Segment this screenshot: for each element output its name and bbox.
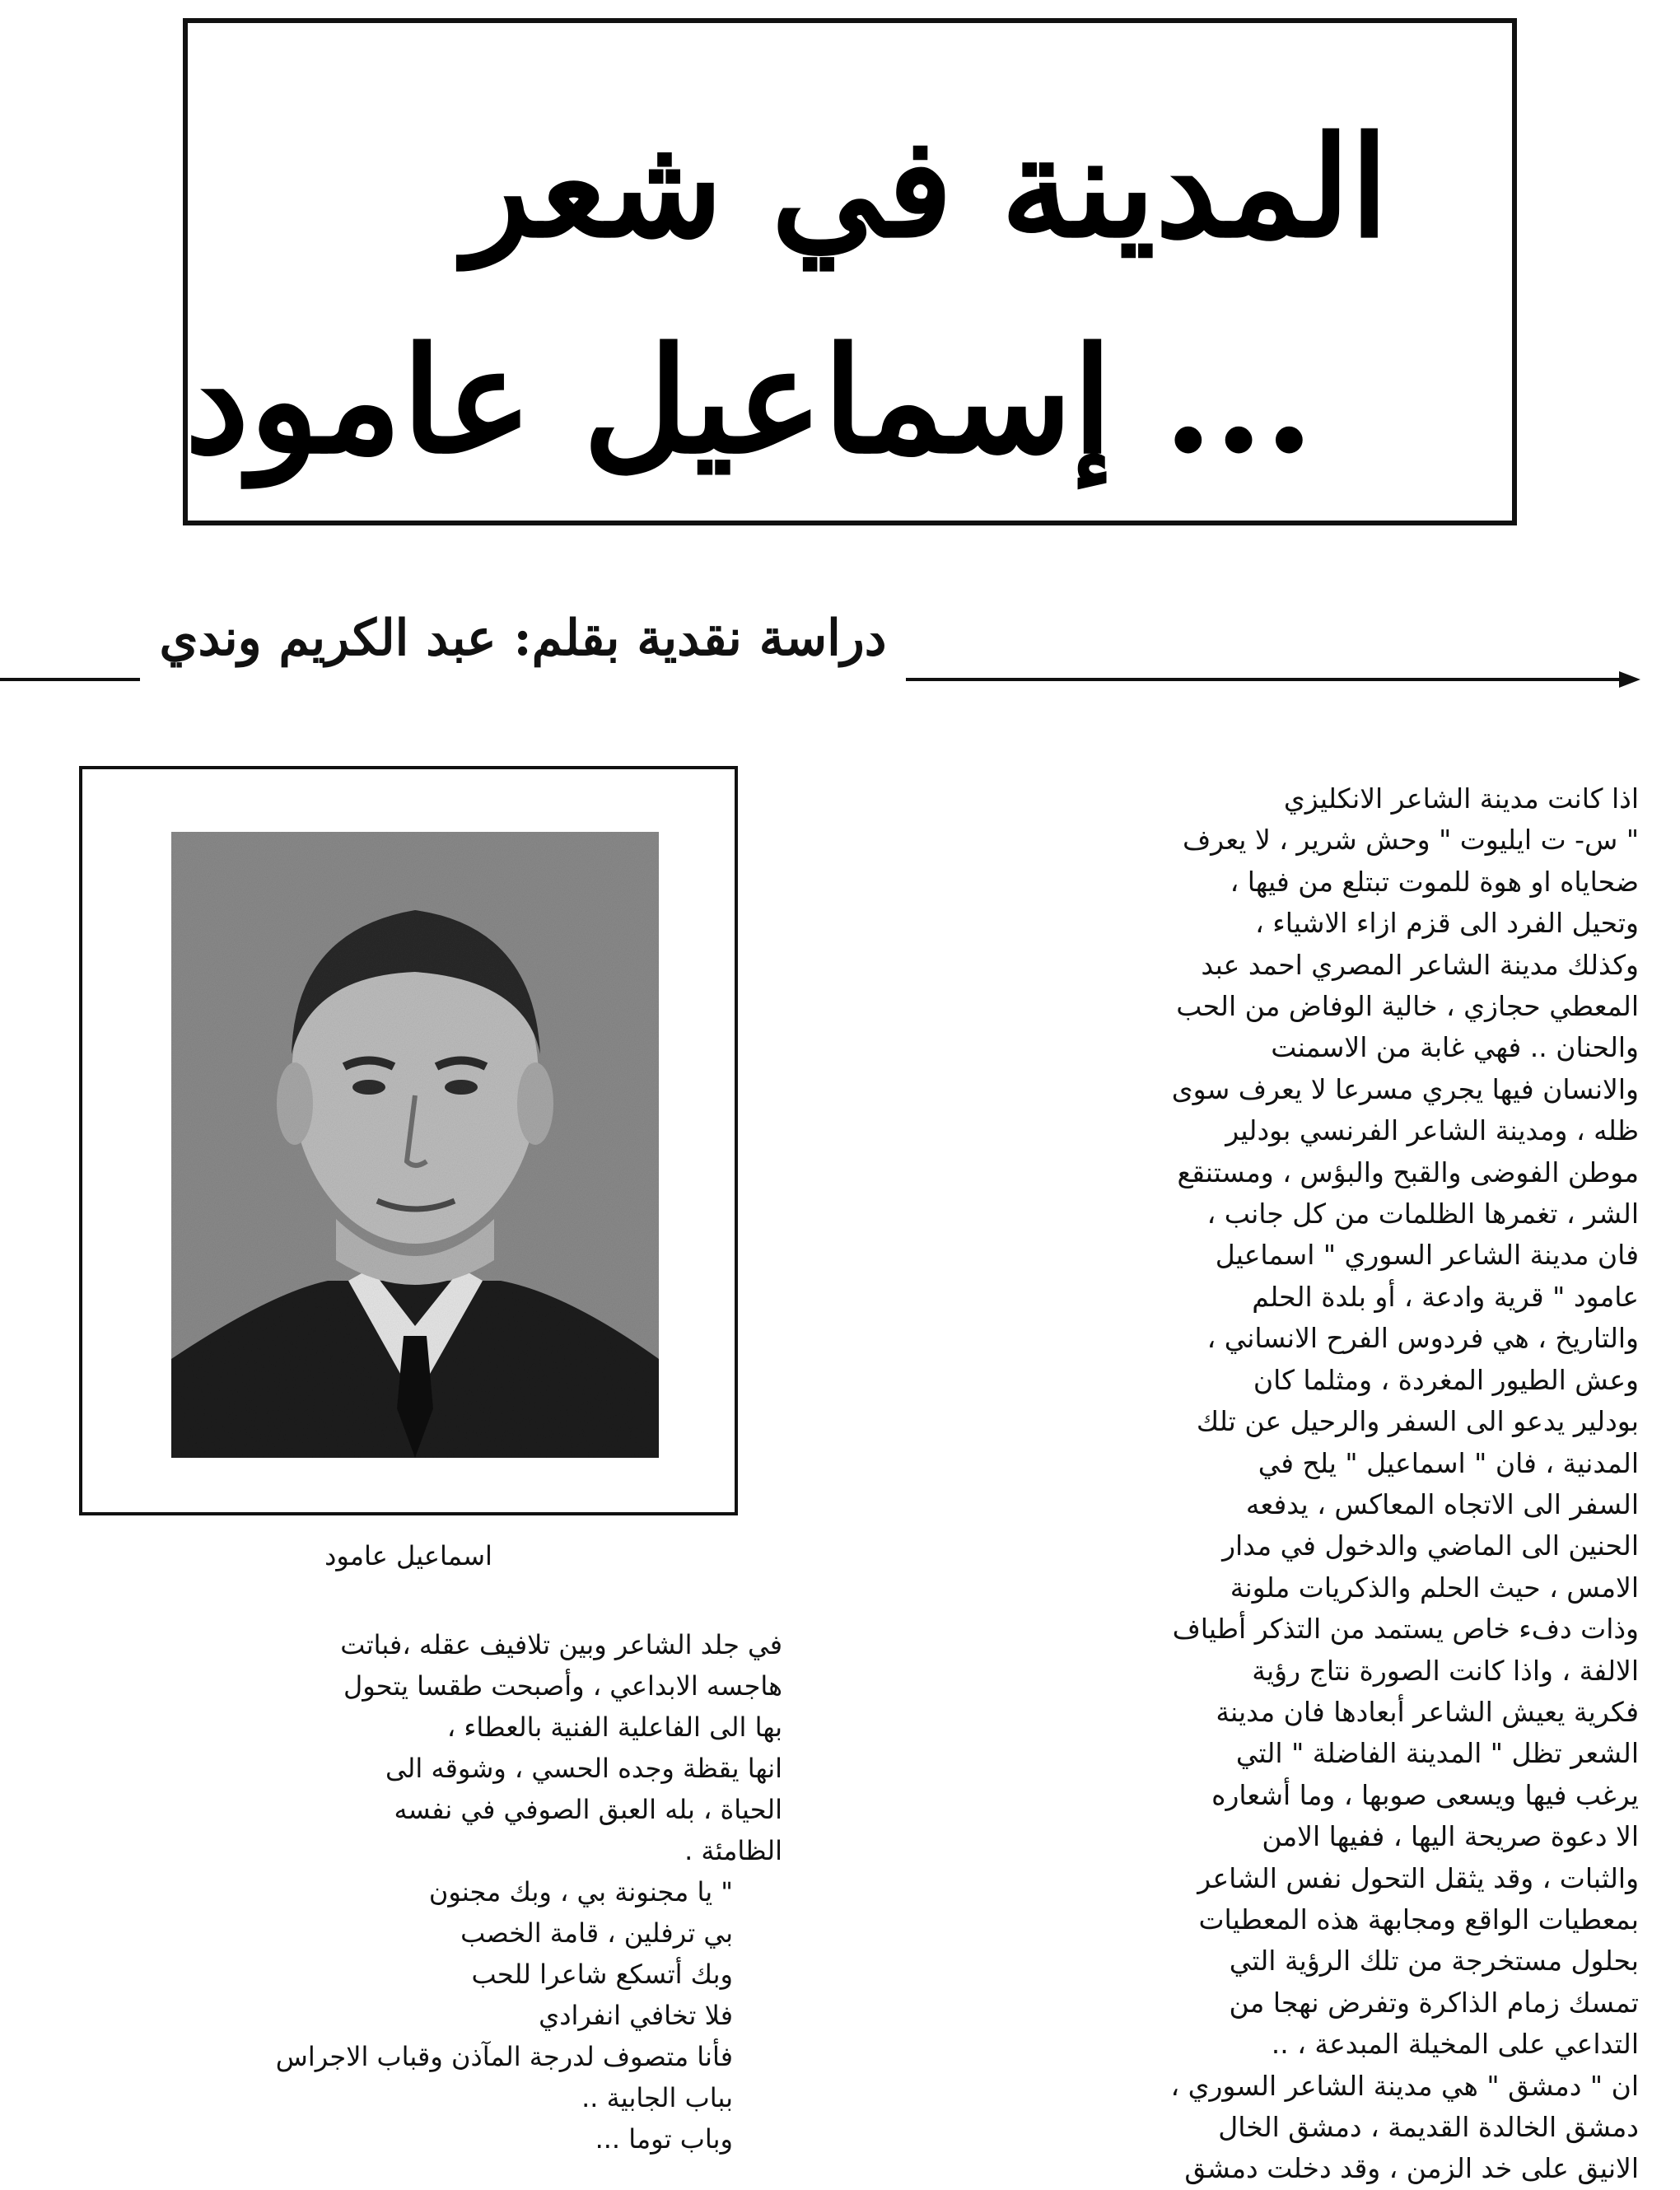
- text-line: الحياة ، بله العبق الصوفي في نفسه: [394, 1794, 782, 1825]
- text-line: عامود " قرية وادعة ، أو بلدة الحلم: [1252, 1280, 1639, 1313]
- right-rule: [906, 678, 1622, 681]
- text-line: والثبات ، وقد يثقل التحول نفس الشاعر: [1197, 1861, 1639, 1894]
- text-line: الظامئة .: [684, 1835, 782, 1866]
- text-line: وكذلك مدينة الشاعر المصري احمد عبد: [1201, 948, 1639, 981]
- text-line: الا دعوة صريحة اليها ، ففيها الامن: [1262, 1820, 1639, 1853]
- text-line: وتحيل الفرد الى قزم ازاء الاشياء ،: [1255, 907, 1639, 940]
- verse-line: " يا مجنونة بي ، وبك مجنون: [428, 1876, 733, 1907]
- article-column-left: [49, 1624, 782, 2160]
- arrow-icon: [1619, 671, 1640, 688]
- text-line: السفر الى الاتجاه المعاكس ، يدفعه: [1245, 1487, 1639, 1520]
- verse-line: وباب توما ...: [595, 2123, 733, 2155]
- headline-line-2: ... إسماعيل عامود: [184, 315, 1314, 486]
- article-column-right: [881, 778, 1639, 2190]
- left-rule: [0, 678, 140, 681]
- text-line: وذات دفء خاص يستمد من التذكر أطياف: [1172, 1613, 1639, 1646]
- text-line: اذا كانت مدينة الشاعر الانكليزي: [1283, 782, 1639, 815]
- text-line: تمسك زمام الذاكرة وتفرض نهجا من: [1229, 1986, 1639, 2019]
- text-line: هاجسه الابداعي ، وأصبحت طقسا يتحول: [343, 1670, 782, 1702]
- photo-caption: اسماعيل عامود: [324, 1540, 492, 1571]
- text-line: بها الى الفاعلية الفنية بالعطاء ،: [446, 1711, 782, 1743]
- text-line: الشر ، تغمرها الظلمات من كل جانب ،: [1206, 1198, 1639, 1230]
- text-line: والحنان .. فهي غابة من الاسمنت: [1271, 1031, 1639, 1064]
- text-line: بحلول مستخرجة من تلك الرؤية التي: [1229, 1945, 1639, 1978]
- byline-row: [0, 593, 1680, 692]
- verse-line: فأنا متصوف لدرجة المآذن وقباب الاجراس: [275, 2041, 733, 2072]
- text-line: يرغب فيها ويسعى صوبها ، وما أشعاره: [1211, 1778, 1639, 1811]
- text-line: انها يقظة وجده الحسي ، وشوقه الى: [385, 1753, 782, 1784]
- verse-line: بباب الجابية ..: [581, 2082, 733, 2113]
- headline-line-1: المدينة في شعر: [464, 105, 1388, 268]
- text-line: المعطي حجازي ، خالية الوفاض من الحب: [1176, 990, 1639, 1023]
- text-line: موطن الفوضى والقبح والبؤس ، ومستنقع: [1177, 1156, 1639, 1188]
- text-line: الشعر تظل " المدينة الفاضلة " التي: [1235, 1737, 1639, 1770]
- text-line: بمعطيات الواقع ومجابهة هذه المعطيات: [1198, 1903, 1639, 1936]
- text-line: فان مدينة الشاعر السوري " اسماعيل: [1215, 1239, 1639, 1272]
- text-line: المدنية ، فان " اسماعيل " يلح في: [1258, 1446, 1639, 1479]
- text-line: ضحاياه او هوة للموت تبتلع من فيها ،: [1230, 865, 1639, 898]
- text-line: الانيق على خد الزمن ، وقد دخلت دمشق: [1184, 2152, 1639, 2185]
- text-line: في جلد الشاعر وبين تلافيف عقله ،فباتت: [340, 1629, 782, 1660]
- verse-line: وبك أتسكع شاعرا للحب: [471, 1959, 733, 1990]
- text-line: بودلير يدعو الى السفر والرحيل عن تلك: [1196, 1405, 1639, 1438]
- text-line: وعش الطيور المغردة ، ومثلما كان: [1253, 1363, 1639, 1396]
- byline: دراسة نقدية بقلم: عبد الكريم وندي: [159, 609, 887, 667]
- text-line: ان " دمشق " هي مدينة الشاعر السوري ،: [1170, 2069, 1639, 2102]
- text-line: والتاريخ ، هي فردوس الفرح الانساني ،: [1206, 1322, 1639, 1355]
- text-line: فكرية يعيش الشاعر أبعادها فان مدينة: [1216, 1695, 1639, 1728]
- text-line: " س- ت ايليوت " وحش شرير ، لا يعرف: [1182, 824, 1639, 857]
- text-line: ظله ، ومدينة الشاعر الفرنسي بودلير: [1225, 1114, 1639, 1147]
- verse-line: بي ترفلين ، قامة الخصب: [460, 1917, 733, 1949]
- text-line: والانسان فيها يجري مسرعا لا يعرف سوى: [1171, 1072, 1639, 1105]
- text-line: التداعي على المخيلة المبدعة ، ..: [1271, 2028, 1639, 2061]
- text-line: الحنين الى الماضي والدخول في مدار: [1222, 1529, 1639, 1562]
- portrait-photo: [171, 832, 659, 1458]
- verse-line: فلا تخافي انفرادي: [539, 2000, 733, 2031]
- portrait-frame: [79, 766, 738, 1515]
- text-line: الالفة ، واذا كانت الصورة نتاج رؤية: [1252, 1654, 1639, 1687]
- text-line: الامس ، حيث الحلم والذكريات ملونة: [1230, 1571, 1639, 1604]
- text-line: دمشق الخالدة القديمة ، دمشق الخال: [1218, 2111, 1639, 2143]
- title-box: [183, 18, 1517, 525]
